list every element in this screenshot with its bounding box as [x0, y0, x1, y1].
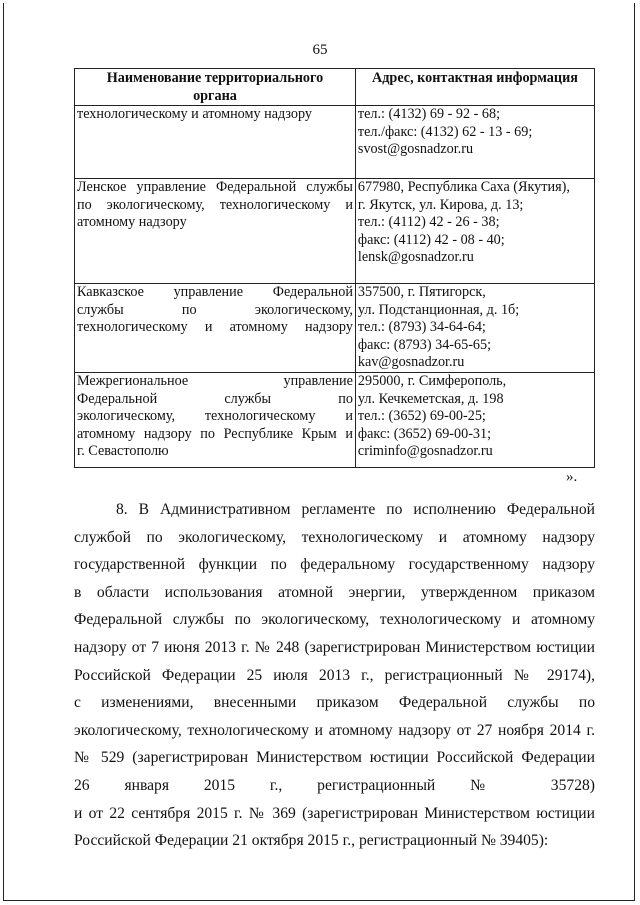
paragraph-line: службой по экологическому, технологическому и атомному надзору — [74, 528, 595, 546]
cell-line: технологическому и атомному надзору — [77, 319, 353, 335]
page-number: 65 — [312, 42, 328, 58]
header-name — [75, 69, 356, 106]
cell-line: Ленское управление Федеральной службы — [77, 179, 353, 195]
cell-line: Федеральной службы по — [77, 390, 353, 407]
email-link: kav@gosnadzor.ru — [357, 354, 465, 370]
cell-line: по экологическому, технологическому и — [77, 196, 353, 213]
cell-line: ул. Кечкеметская, д. 198 — [357, 390, 504, 407]
cell-line: факс: (4112) 42 - 08 - 40; — [357, 231, 505, 248]
cell-line: 357500, г. Пятигорск, — [357, 284, 486, 300]
cell-body-name — [75, 284, 356, 373]
cell-address — [355, 106, 594, 179]
header-address — [355, 69, 594, 106]
header-line: органа — [193, 87, 237, 104]
header-line: Адрес, контактная информация — [372, 70, 578, 86]
cell-line: тел.: (4132) 69 - 92 - 68; — [357, 106, 501, 122]
table-row — [75, 179, 595, 284]
table-row — [75, 284, 595, 373]
closing-quote: ». — [566, 469, 578, 485]
paragraph-line: Российской Федерации 25 июля 2013 г., регистрационный № 29174), — [74, 666, 595, 684]
paragraph-line: с изменениями, внесенными приказом Федеральной службы по — [74, 694, 595, 712]
paragraph-line: Российской Федерации 21 октября 2015 г., регистрационный № 39405): — [74, 832, 549, 850]
header-line: Наименование территориального — [106, 70, 324, 86]
cell-line: экологическому, технологическому и — [77, 408, 353, 424]
cell-line: тел./факс: (4132) 62 - 13 - 69; — [357, 123, 533, 140]
cell-line: тел.: (8793) 34-64-64; — [357, 319, 486, 335]
cell-body-name — [75, 106, 356, 179]
paragraph-line: 26 января 2015 г., регистрационный № 35728) — [74, 776, 595, 794]
cell-line: 295000, г. Симферополь, — [357, 373, 507, 389]
paragraph-line: государственной функции по федеральному государственному надзору — [74, 556, 595, 574]
cell-body-name — [75, 373, 356, 468]
paragraph-line: надзору от 7 июня 2013 г. № 248 (зарегистрирован Министерством юстиции — [74, 638, 595, 656]
email-link: lensk@gosnadzor.ru — [357, 249, 474, 265]
cell-line: тел.: (4112) 42 - 26 - 38; — [357, 214, 500, 230]
territorial-bodies-table — [74, 68, 595, 468]
table-row — [75, 373, 595, 468]
cell-line: г. Якутск, ул. Кирова, д. 13; — [357, 196, 524, 213]
cell-address — [355, 284, 594, 373]
cell-line: г. Севастополю — [77, 443, 169, 459]
paragraph-line: и от 22 сентября 2015 г. № 369 (зарегистрирован Министерством юстиции — [74, 804, 595, 822]
table-row — [75, 106, 595, 179]
cell-line: ул. Подстанционная, д. 1б; — [357, 301, 520, 318]
cell-line: 677980, Республика Саха (Якутия), — [357, 179, 570, 195]
paragraph-line: Федеральной службы по экологическому, технологическому и атомному — [74, 611, 595, 629]
cell-line: атомному надзору по Республике Крым и — [77, 425, 353, 442]
cell-body-name — [75, 179, 356, 284]
cell-address — [355, 373, 594, 468]
cell-line: факс: (3652) 69-00-31; — [357, 425, 492, 442]
amendment-paragraph — [74, 496, 595, 855]
paragraph-line: экологическому, технологическому и атомному надзору от 27 ноября 2014 г. — [74, 721, 595, 739]
paragraph-line: в области использования атомной энергии, утвержденном приказом — [74, 583, 595, 601]
email-link: svost@gosnadzor.ru — [357, 141, 474, 157]
cell-line: атомному надзору — [77, 214, 187, 230]
paragraph-line: 8. В Административном регламенте по исполнению Федеральной — [116, 501, 595, 518]
cell-line: факс: (8793) 34-65-65; — [357, 336, 492, 353]
paragraph-line: № 529 (зарегистрирован Министерством юстиции Российской Федерации — [74, 749, 595, 767]
cell-line: технологическому и атомному надзору — [77, 106, 312, 122]
cell-line: тел.: (3652) 69-00-25; — [357, 408, 486, 424]
table-header-row — [75, 69, 595, 106]
cell-line: службы по экологическому, — [77, 301, 353, 318]
cell-address — [355, 179, 594, 284]
cell-line: Межрегиональное управление — [77, 373, 353, 389]
email-link: criminfo@gosnadzor.ru — [357, 443, 493, 459]
cell-line: Кавказское управление Федеральной — [77, 284, 353, 300]
